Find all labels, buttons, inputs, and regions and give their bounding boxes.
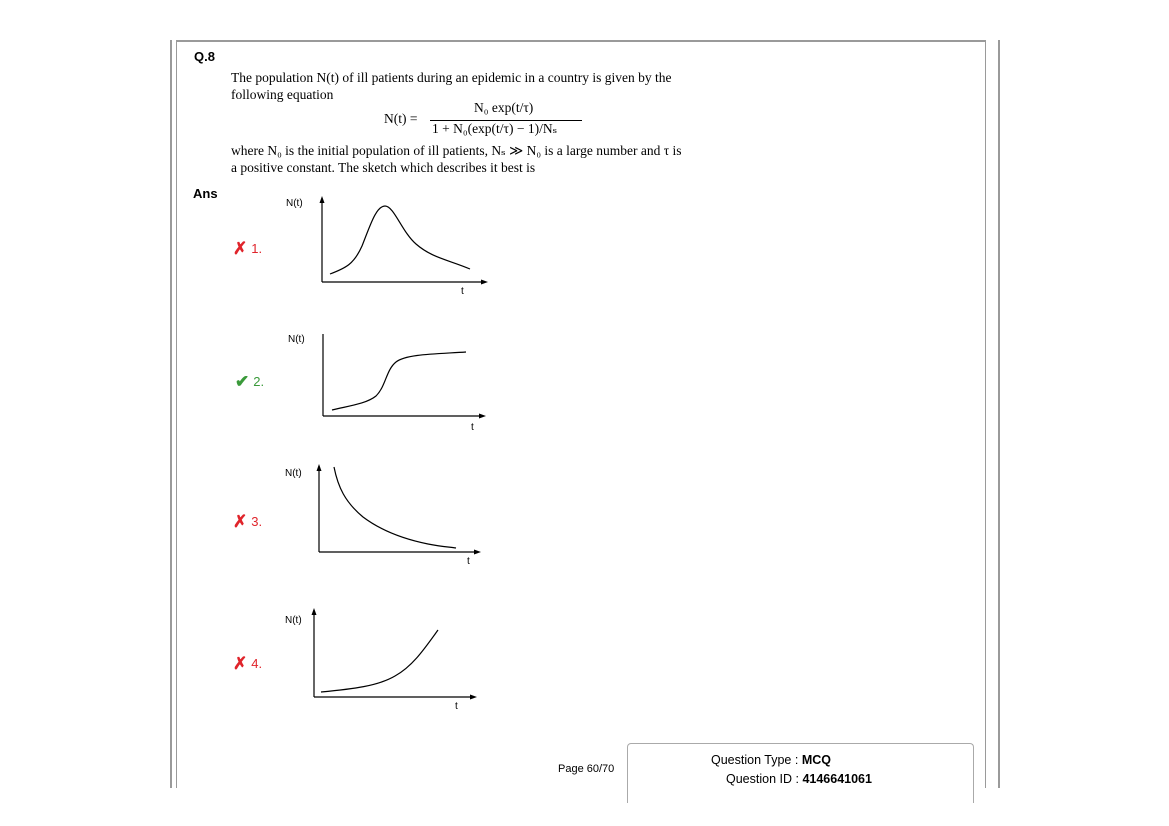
question-text-line3: where N₀ is the initial population of ill patients, Nₛ ≫ N₀ is a large number and τ is xyxy=(231,143,682,158)
question-id-row xyxy=(726,772,872,786)
option-4[interactable] xyxy=(233,655,262,672)
question-type-row xyxy=(711,753,831,767)
question-text-line2: following equation xyxy=(231,87,334,102)
question-text-line4: a positive constant. The sketch which describes it best is xyxy=(231,160,536,175)
y-axis-label: N(t) xyxy=(286,198,303,209)
question-type-value: MCQ xyxy=(801,753,831,767)
answer-label: Ans xyxy=(193,186,218,201)
curve-decay xyxy=(334,467,456,548)
option-3[interactable] xyxy=(233,513,262,530)
question-info-box xyxy=(627,743,974,803)
option-4-sketch[interactable] xyxy=(283,606,493,710)
page-border-left xyxy=(170,40,172,788)
y-axis-arrow xyxy=(317,464,322,471)
cross-icon: ✗ xyxy=(233,654,248,673)
question-number: Q.8 xyxy=(194,49,215,64)
question-id-value: 4146641061 xyxy=(802,772,872,786)
x-axis-label: t xyxy=(455,701,458,710)
checkmark-icon: ✔ xyxy=(235,372,250,391)
option-number: 3. xyxy=(251,514,263,529)
question-id-label: Question ID : xyxy=(726,772,799,786)
option-number: 4. xyxy=(251,656,263,671)
cross-icon: ✗ xyxy=(233,512,248,531)
option-1[interactable] xyxy=(233,240,262,257)
equation-numerator: N₀ exp(t/τ) xyxy=(474,100,534,115)
y-axis-label: N(t) xyxy=(288,334,305,345)
x-axis-arrow xyxy=(474,550,481,555)
equation xyxy=(384,100,594,140)
option-1-sketch[interactable] xyxy=(284,194,494,298)
x-axis-label: t xyxy=(471,422,474,433)
x-axis-arrow xyxy=(481,280,488,285)
page-number: Page 60/70 xyxy=(558,763,615,775)
x-axis-label: t xyxy=(467,556,470,566)
y-axis-label: N(t) xyxy=(285,615,302,626)
question-text-line1: The population N(t) of ill patients during an epidemic in a country is given by the xyxy=(231,70,672,85)
option-2[interactable] xyxy=(235,373,264,390)
equation-lhs: N(t) = xyxy=(384,111,418,126)
y-axis-label: N(t) xyxy=(285,468,302,479)
x-axis-arrow xyxy=(479,414,486,419)
option-2-sketch[interactable] xyxy=(286,330,496,434)
y-axis-arrow xyxy=(320,196,325,203)
option-number: 1. xyxy=(251,241,263,256)
cross-icon: ✗ xyxy=(233,239,248,258)
x-axis-arrow xyxy=(470,695,477,700)
option-3-sketch[interactable] xyxy=(283,462,493,566)
equation-denominator: 1 + N₀(exp(t/τ) − 1)/Nₛ xyxy=(432,121,558,136)
curve-peak xyxy=(330,206,470,274)
curve-growth xyxy=(321,630,438,692)
curve-sigmoid xyxy=(332,352,466,410)
question-type-label: Question Type : xyxy=(711,753,799,767)
y-axis-arrow xyxy=(312,608,317,615)
option-number: 2. xyxy=(253,374,265,389)
page-border-right xyxy=(998,40,1000,788)
x-axis-label: t xyxy=(461,286,464,297)
